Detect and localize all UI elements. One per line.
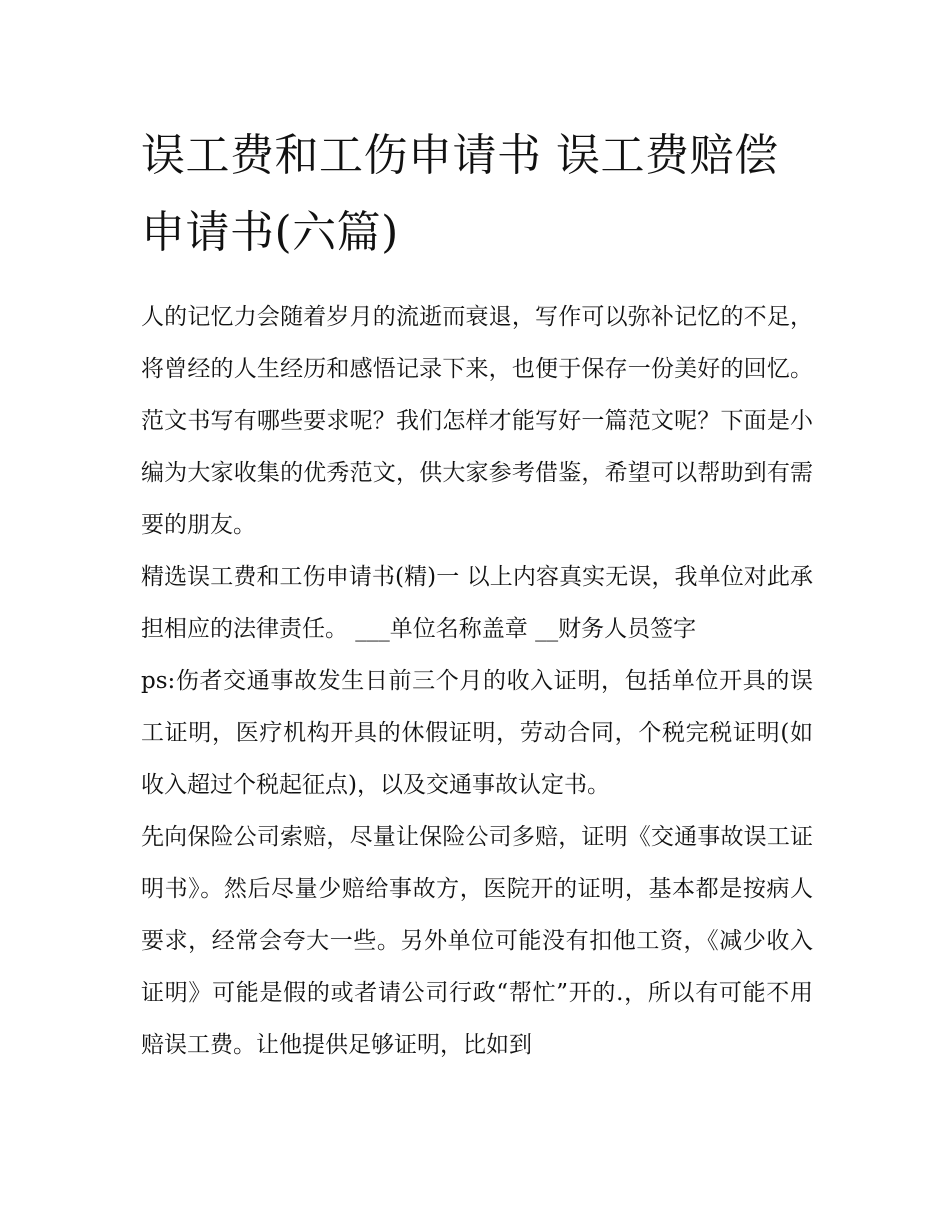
paragraph-ps-note: ps:伤者交通事故发生日前三个月的收入证明，包括单位开具的误工证明，医疗机构开具的休假证明，劳动合同，个税完税证明(如收入超过个税起征点)，以及交通事故认定书。 — [141, 668, 813, 798]
paragraph-intro: 人的记忆力会随着岁月的流逝而衰退，写作可以弥补记忆的不足，将曾经的人生经历和感悟记录下来，也便于保存一份美好的回忆。范文书写有哪些要求呢？我们怎样才能写好一篇范文呢？下面是小编为大家收集的优秀范文，供大家参考借鉴，希望可以帮助到有需要的朋友。 — [141, 304, 813, 538]
document-body — [141, 117, 813, 1071]
paragraph-insurance-advice: 先向保险公司索赔，尽量让保险公司多赔，证明《交通事故误工证明书》。然后尽量少赔给事故方，医院开的证明，基本都是按病人要求，经常会夸大一些。另外单位可能没有扣他工资，《减少收入证明》可能是假的或者请公司行政“帮忙”开的.，所以有可能不用赔误工费。让他提供足够证明，比如到 — [141, 824, 813, 1058]
document-title: 误工费和工伤申请书 误工费赔偿申请书(六篇) — [141, 130, 779, 258]
paragraph-declaration: 精选误工费和工伤申请书(精)一 以上内容真实无误，我单位对此承担相应的法律责任。 ___单位名称盖章 __财务人员签字 — [141, 564, 813, 642]
